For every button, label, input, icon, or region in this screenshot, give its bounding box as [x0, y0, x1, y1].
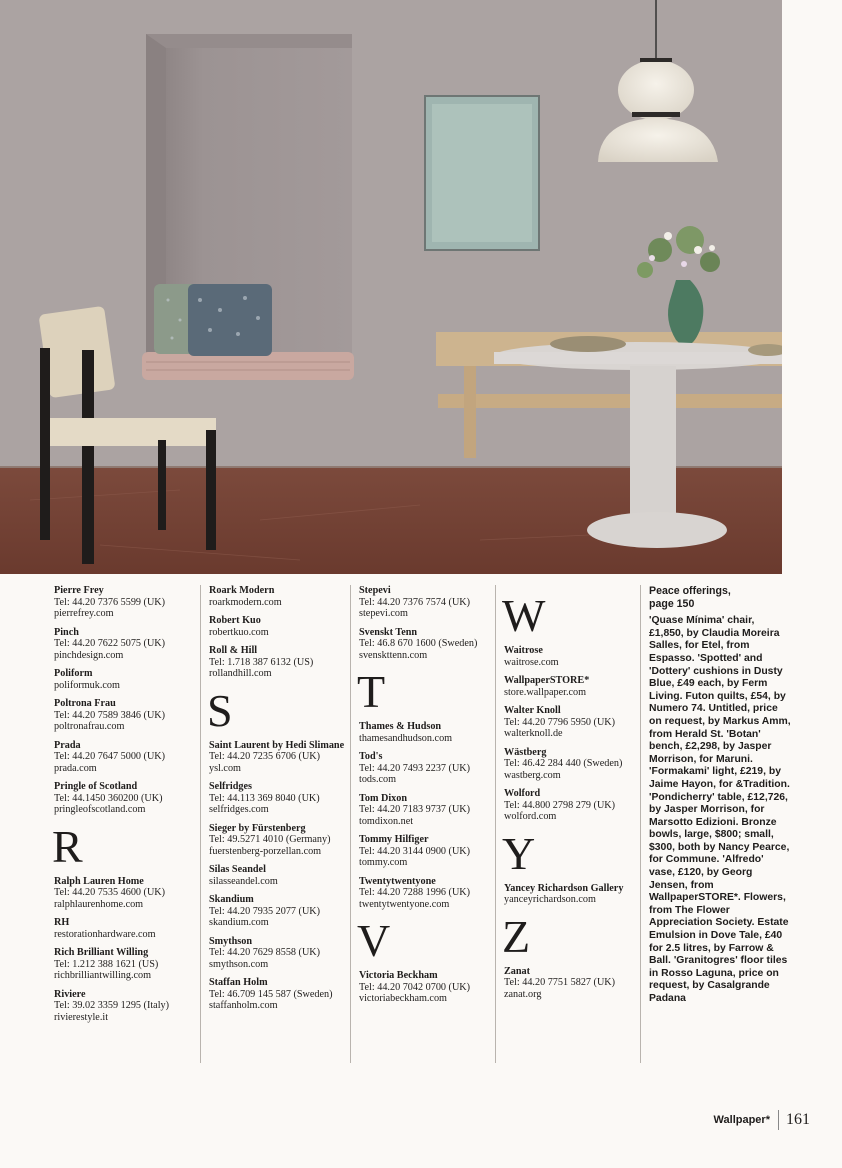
section-letter: V — [357, 915, 391, 966]
entry-name: Smythson — [209, 935, 253, 947]
directory-entry — [359, 834, 495, 869]
entry-name: Tommy Hilfiger — [359, 834, 429, 845]
entry-telephone: Tel: 44.20 7493 2237 (UK) — [359, 762, 471, 774]
directory-column-3 — [350, 585, 495, 1063]
directory-entry — [359, 721, 495, 744]
entry-website: robertkuo.com — [209, 626, 269, 638]
directory-entry — [54, 627, 202, 662]
section-letter: S — [207, 684, 233, 736]
directory-entry — [209, 585, 355, 608]
entry-telephone: Tel: 44.20 7376 7574 (UK) — [359, 596, 471, 608]
entry-telephone: Tel: 44.20 7288 1996 (UK) — [359, 887, 471, 898]
entry-telephone: Tel: 44.20 7935 2077 (UK) — [209, 905, 321, 917]
entry-telephone: Tel: 44.20 7647 5000 (UK) — [54, 751, 166, 762]
directory-entry — [54, 917, 202, 940]
entry-name: Roark Modern — [209, 585, 275, 596]
entry-name: Wolford — [504, 788, 541, 799]
entry-name: Pringle of Scotland — [54, 781, 138, 792]
entry-telephone: Tel: 44.20 7183 9737 (UK) — [359, 804, 471, 815]
entry-telephone: Tel: 49.5271 4010 (Germany) — [209, 834, 331, 845]
section-letter: W — [502, 590, 546, 641]
page-number: 161 — [786, 1111, 810, 1128]
entry-name: WallpaperSTORE* — [504, 675, 590, 686]
directory-entry — [359, 627, 495, 662]
entry-name: Waitrose — [504, 645, 543, 656]
entry-website: staffanholm.com — [209, 1000, 278, 1011]
entry-website: stepevi.com — [359, 608, 408, 619]
entry-telephone: Tel: 46.42 284 440 (Sweden) — [504, 758, 623, 769]
entry-name: Stepevi — [359, 585, 391, 596]
entry-website: restorationhardware.com — [54, 928, 156, 940]
entry-name: Tom Dixon — [359, 792, 408, 804]
footer-divider — [778, 1110, 779, 1130]
entry-name: Wästberg — [504, 746, 547, 758]
credits-heading-line1: Peace offerings, — [649, 585, 731, 597]
directory-entry — [54, 585, 202, 620]
entry-telephone: Tel: 44.20 7751 5827 (UK) — [504, 977, 616, 988]
entry-website: tomdixon.net — [359, 815, 414, 827]
entry-name: Poliform — [54, 668, 93, 679]
entry-name: Pinch — [54, 626, 79, 638]
interior-photo — [0, 0, 782, 574]
entry-name: Riviere — [54, 988, 86, 1000]
entry-name: Saint Laurent by Hedi Slimane — [209, 739, 345, 751]
credits-block — [649, 585, 791, 1006]
entry-name: Pierre Frey — [54, 585, 104, 596]
entry-website: fuerstenberg-porzellan.com — [209, 845, 322, 857]
directory-entry — [54, 781, 202, 816]
directory-entry — [209, 894, 355, 929]
entry-website: victoriabeckham.com — [359, 993, 447, 1004]
directory-entry — [54, 947, 202, 982]
entry-telephone: Tel: 44.20 7589 3846 (UK) — [54, 709, 166, 721]
entry-name: Selfridges — [209, 781, 253, 792]
entry-website: skandium.com — [209, 917, 269, 928]
entry-name: Robert Kuo — [209, 615, 261, 626]
entry-name: Svenskt Tenn — [359, 626, 418, 638]
directory-entry — [504, 966, 642, 1001]
directory-entry — [54, 698, 202, 733]
entry-name: Silas Seandel — [209, 864, 266, 875]
section-letter: R — [52, 820, 83, 872]
entry-name: Zanat — [504, 965, 531, 977]
entry-name: Staffan Holm — [209, 977, 268, 988]
entry-website: wolford.com — [504, 811, 557, 822]
directory-entry — [359, 793, 495, 828]
directory-entry — [504, 705, 642, 740]
directory-entry — [209, 977, 355, 1012]
page-footer — [714, 1108, 810, 1132]
entry-website: ralphlaurenhome.com — [54, 898, 144, 910]
entry-website: thamesandhudson.com — [359, 732, 453, 744]
entry-website: tods.com — [359, 774, 397, 785]
entry-name: Tod's — [359, 751, 383, 762]
entry-website: ysl.com — [209, 762, 241, 774]
directory-entry — [54, 876, 202, 911]
entry-website: roarkmodern.com — [209, 596, 282, 608]
entry-telephone: Tel: 44.20 7042 0700 (UK) — [359, 981, 471, 993]
entry-name: Prada — [54, 739, 81, 751]
entry-telephone: Tel: 44.20 7622 5075 (UK) — [54, 638, 166, 649]
entry-website: waitrose.com — [504, 656, 559, 668]
entry-name: Skandium — [209, 894, 254, 905]
entry-name: Sieger by Fürstenberg — [209, 822, 306, 834]
credits-heading — [649, 585, 791, 610]
entry-website: wastberg.com — [504, 769, 561, 781]
credits-column — [640, 585, 791, 1063]
entry-name: Walter Knoll — [504, 705, 561, 716]
entry-website: prada.com — [54, 762, 97, 774]
entry-website: silasseandel.com — [209, 875, 278, 887]
directory-column-2 — [200, 585, 355, 1063]
directory-entry — [504, 747, 642, 782]
entry-telephone: Tel: 39.02 3359 1295 (Italy) — [54, 1000, 170, 1011]
entry-telephone: Tel: 46.709 145 587 (Sweden) — [209, 988, 333, 1000]
directory-entry — [54, 740, 202, 775]
directory-entry — [209, 781, 355, 816]
entry-name: Rich Brilliant Willing — [54, 947, 149, 958]
entry-telephone: Tel: 44.20 7535 4600 (UK) — [54, 887, 166, 898]
entry-name: Thames & Hudson — [359, 721, 442, 732]
directory-entry — [209, 740, 355, 775]
directory-entry — [54, 989, 202, 1024]
section-letter: T — [357, 666, 386, 717]
entry-website: poltronafrau.com — [54, 721, 125, 732]
entry-name: Victoria Beckham — [359, 970, 438, 981]
entry-website: pierrefrey.com — [54, 608, 114, 619]
entry-name: RH — [54, 917, 70, 928]
entry-website: pinchdesign.com — [54, 649, 124, 661]
entry-website: poliformuk.com — [54, 679, 120, 691]
section-letter: Z — [502, 910, 531, 962]
entry-website: richbrilliantwilling.com — [54, 970, 152, 981]
section-letter: Y — [502, 827, 536, 879]
entry-website: smythson.com — [209, 958, 269, 970]
directory-entry — [209, 864, 355, 887]
directory-entry — [359, 751, 495, 786]
directory-column-4 — [495, 585, 642, 1063]
entry-name: Roll & Hill — [209, 645, 258, 656]
directory-entry — [504, 788, 642, 823]
directory-column-1 — [54, 585, 202, 1063]
entry-telephone: Tel: 44.20 3144 0900 (UK) — [359, 845, 471, 857]
entry-name: Ralph Lauren Home — [54, 875, 144, 887]
entry-name: Poltrona Frau — [54, 698, 116, 709]
directory-entry — [504, 883, 642, 906]
entry-website: twentytwentyone.com — [359, 898, 450, 910]
directory-entry — [209, 936, 355, 971]
interior-photo-icon — [0, 0, 782, 574]
entry-telephone: Tel: 46.8 670 1600 (Sweden) — [359, 638, 478, 649]
entry-website: svenskttenn.com — [359, 649, 428, 661]
entry-telephone: Tel: 1.212 388 1621 (US) — [54, 958, 159, 970]
entry-telephone: Tel: 44.20 7796 5950 (UK) — [504, 716, 616, 728]
entry-name: Twentytwentyone — [359, 875, 436, 887]
directory-entry — [54, 668, 202, 691]
magazine-brand: Wallpaper* — [713, 1114, 770, 1126]
entry-telephone: Tel: 44.800 2798 279 (UK) — [504, 799, 616, 811]
entry-website: zanat.org — [504, 988, 542, 1000]
entry-telephone: Tel: 44.1450 360200 (UK) — [54, 792, 163, 804]
entry-telephone: Tel: 44.113 369 8040 (UK) — [209, 792, 320, 804]
credits-text: 'Quase Mínima' chair, £1,850, by Claudia Moreira Salles, for Etel, from Espasso. 'Spotted' and 'Dottery' cushions in Dusty Blue, £49 each, by Ferm Living. Futon quilts, £54, by Numero 74. Untitled, price on request, by Markus Amm, from Herald St. 'Botan' bench, £2,298, by Jasper Morrison, for Maruni. 'Formakami' light, £219, by Jaime Hayon, for &Tradition. 'Pondicherry' table, £12,726, by Jasper Morrison, for Marsotto Edizioni. Bronze bowls, large, $800; small, $300, both by Nancy Pearce, for Commune. 'Alfredo' vase, £120, by Georg Jensen, from WallpaperSTORE*. Flowers, from The Flower Appreciation Society. Estate Emulsion in Dove Tale, £40 for 2.5 litres, by Farrow & Ball. 'Granitogres' floor tiles in Rosso Laguna, price on request, by Casalgrande Padana — [649, 615, 791, 1004]
entry-website: walterknoll.de — [504, 728, 563, 739]
entry-telephone: Tel: 44.20 7235 6706 (UK) — [209, 751, 321, 762]
entry-website: tommy.com — [359, 857, 408, 868]
directory-entry — [359, 585, 495, 620]
entry-website: yanceyrichardson.com — [504, 894, 596, 905]
entry-telephone: Tel: 1.718 387 6132 (US) — [209, 656, 314, 668]
entry-website: selfridges.com — [209, 804, 269, 815]
entry-website: pringleofscotland.com — [54, 804, 146, 815]
entry-telephone: Tel: 44.20 7629 8558 (UK) — [209, 947, 321, 958]
entry-telephone: Tel: 44.20 7376 5599 (UK) — [54, 596, 166, 608]
directory-entry — [359, 876, 495, 911]
entry-website: store.wallpaper.com — [504, 686, 587, 698]
directory-entry — [504, 675, 642, 698]
entry-name: Yancey Richardson Gallery — [504, 882, 624, 894]
directory-entry — [209, 615, 355, 638]
directory-entry — [504, 645, 642, 668]
credits-heading-line2: page 150 — [649, 597, 695, 610]
directory-entry — [359, 970, 495, 1005]
entry-website: rollandhill.com — [209, 668, 272, 679]
directory-entry — [209, 645, 355, 680]
entry-website: rivierestyle.it — [54, 1011, 109, 1023]
stockist-directory — [52, 585, 791, 1095]
directory-entry — [209, 823, 355, 858]
